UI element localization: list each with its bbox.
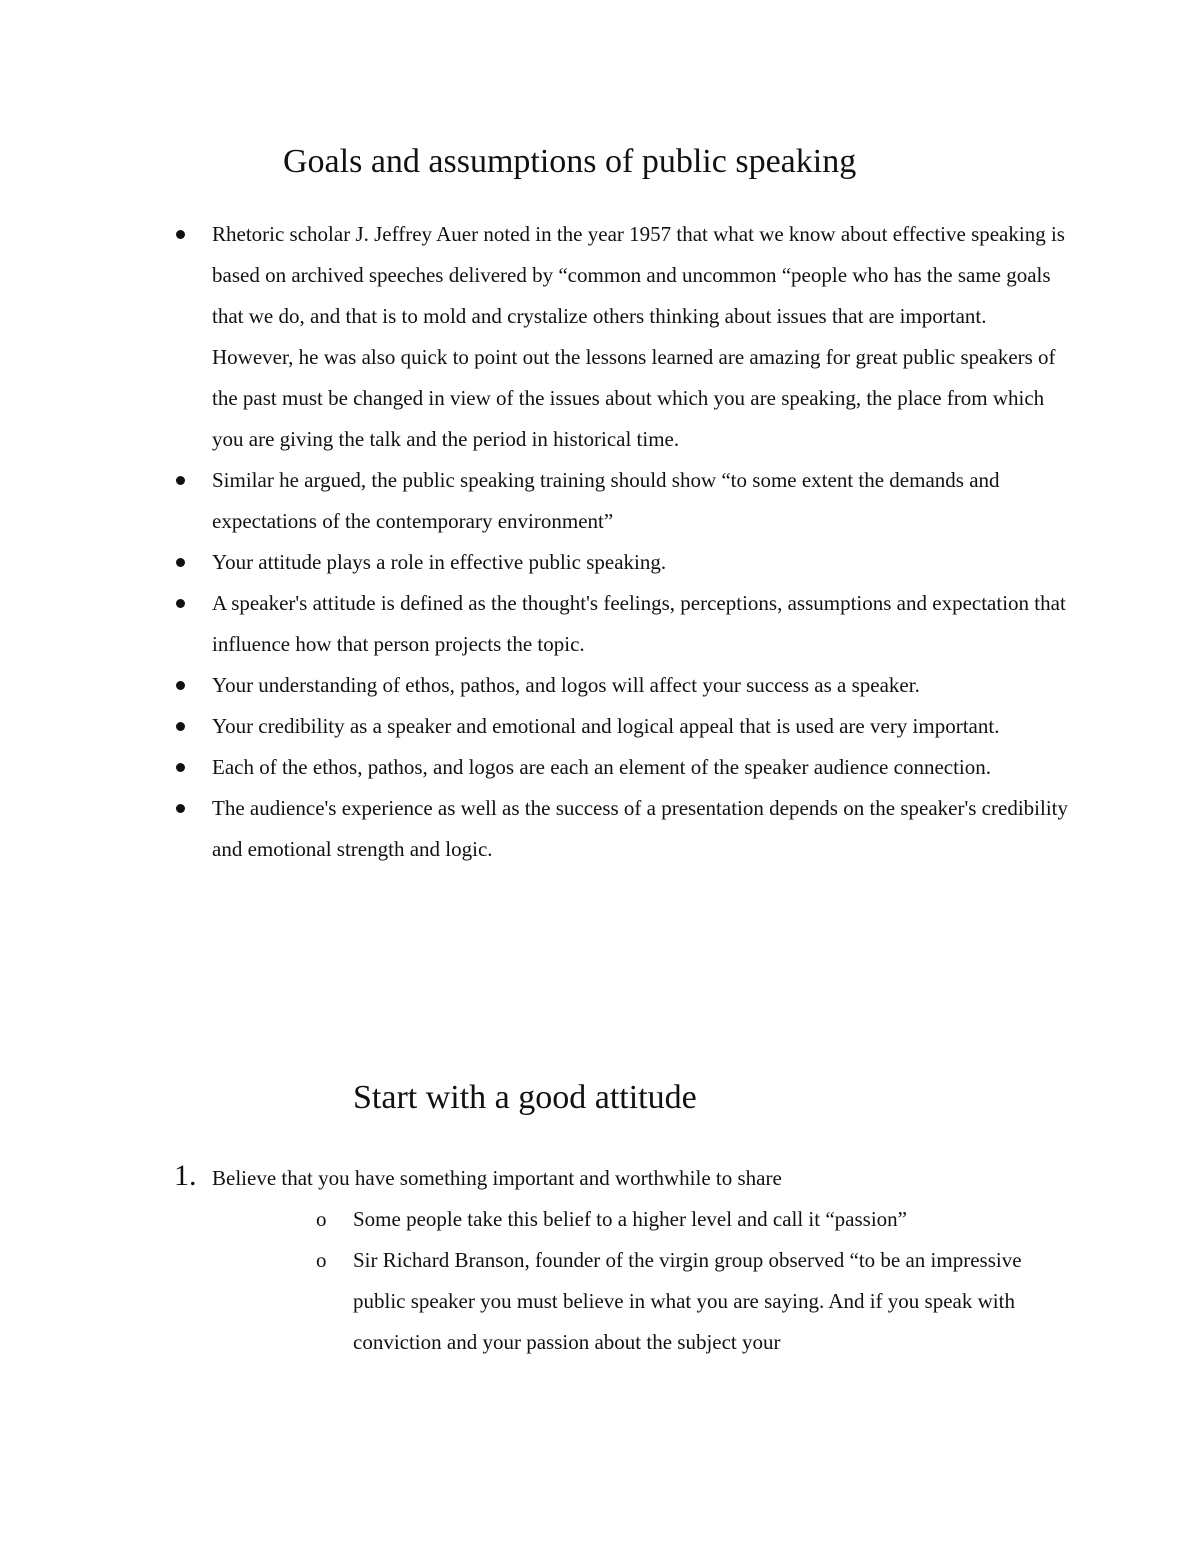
bullet-text: Your credibility as a speaker and emotional and logical appeal that is used are very important. (212, 714, 1000, 738)
sub-bullet-text: Some people take this belief to a higher level and call it “passion” (353, 1207, 907, 1231)
numbered-item (0, 1158, 1200, 1199)
bullet-item (0, 214, 1072, 460)
bullet-text: Similar he argued, the public speaking training should show “to some extent the demands and expectations of the contemporary environment” (212, 468, 1000, 533)
bullet-item (0, 583, 1072, 665)
hollow-bullet-icon: o (316, 1248, 327, 1272)
bullet-text: A speaker's attitude is defined as the thought's feelings, perceptions, assumptions and expectation that influence how that person projects the topic. (212, 591, 1066, 656)
bullet-item (0, 747, 1072, 788)
bullet-item (0, 542, 1072, 583)
list-number: 1. (174, 1159, 197, 1192)
bullet-item (0, 460, 1072, 542)
bullet-dot-icon (176, 804, 185, 813)
bullet-text: Your understanding of ethos, pathos, and logos will affect your success as a speaker. (212, 673, 920, 697)
goals-bullet-list (0, 214, 1200, 870)
sub-bullet-item (0, 1240, 1063, 1363)
sub-bullet-list (0, 1199, 1200, 1363)
bullet-item (0, 788, 1072, 870)
bullet-dot-icon (176, 476, 185, 485)
bullet-text: The audience's experience as well as the success of a presentation depends on the speaker's credibility and emotional strength and logic. (212, 796, 1068, 861)
bullet-dot-icon (176, 558, 185, 567)
bullet-text: Rhetoric scholar J. Jeffrey Auer noted in the year 1957 that what we know about effective speaking is based on archived speeches delivered by “common and uncommon “people who has the same goals that we do, and that is to mold and crystalize others thinking about issues that are important. However, he was also quick to point out the lessons learned are amazing for great public speakers of the past must be changed in view of the issues about which you are speaking, the place from which you are giving the talk and the period in historical time. (212, 222, 1065, 451)
bullet-text: Your attitude plays a role in effective public speaking. (212, 550, 667, 574)
section-title-goals: Goals and assumptions of public speaking (283, 143, 857, 180)
bullet-dot-icon (176, 230, 185, 239)
sub-bullet-text: Sir Richard Branson, founder of the virgin group observed “to be an impressive public speaker you must believe in what you are saying. And if you speak with conviction and your passion about the subject your (353, 1248, 1022, 1354)
bullet-dot-icon (176, 763, 185, 772)
bullet-dot-icon (176, 681, 185, 690)
attitude-numbered-list (0, 1158, 1200, 1363)
bullet-dot-icon (176, 599, 185, 608)
bullet-item (0, 706, 1072, 747)
bullet-text: Each of the ethos, pathos, and logos are each an element of the speaker audience connection. (212, 755, 992, 779)
sub-bullet-item (0, 1199, 1063, 1240)
bullet-dot-icon (176, 722, 185, 731)
numbered-item-text: Believe that you have something important and worthwhile to share (212, 1166, 782, 1190)
bullet-item (0, 665, 1072, 706)
hollow-bullet-icon: o (316, 1207, 327, 1231)
section-title-attitude: Start with a good attitude (353, 1079, 697, 1116)
